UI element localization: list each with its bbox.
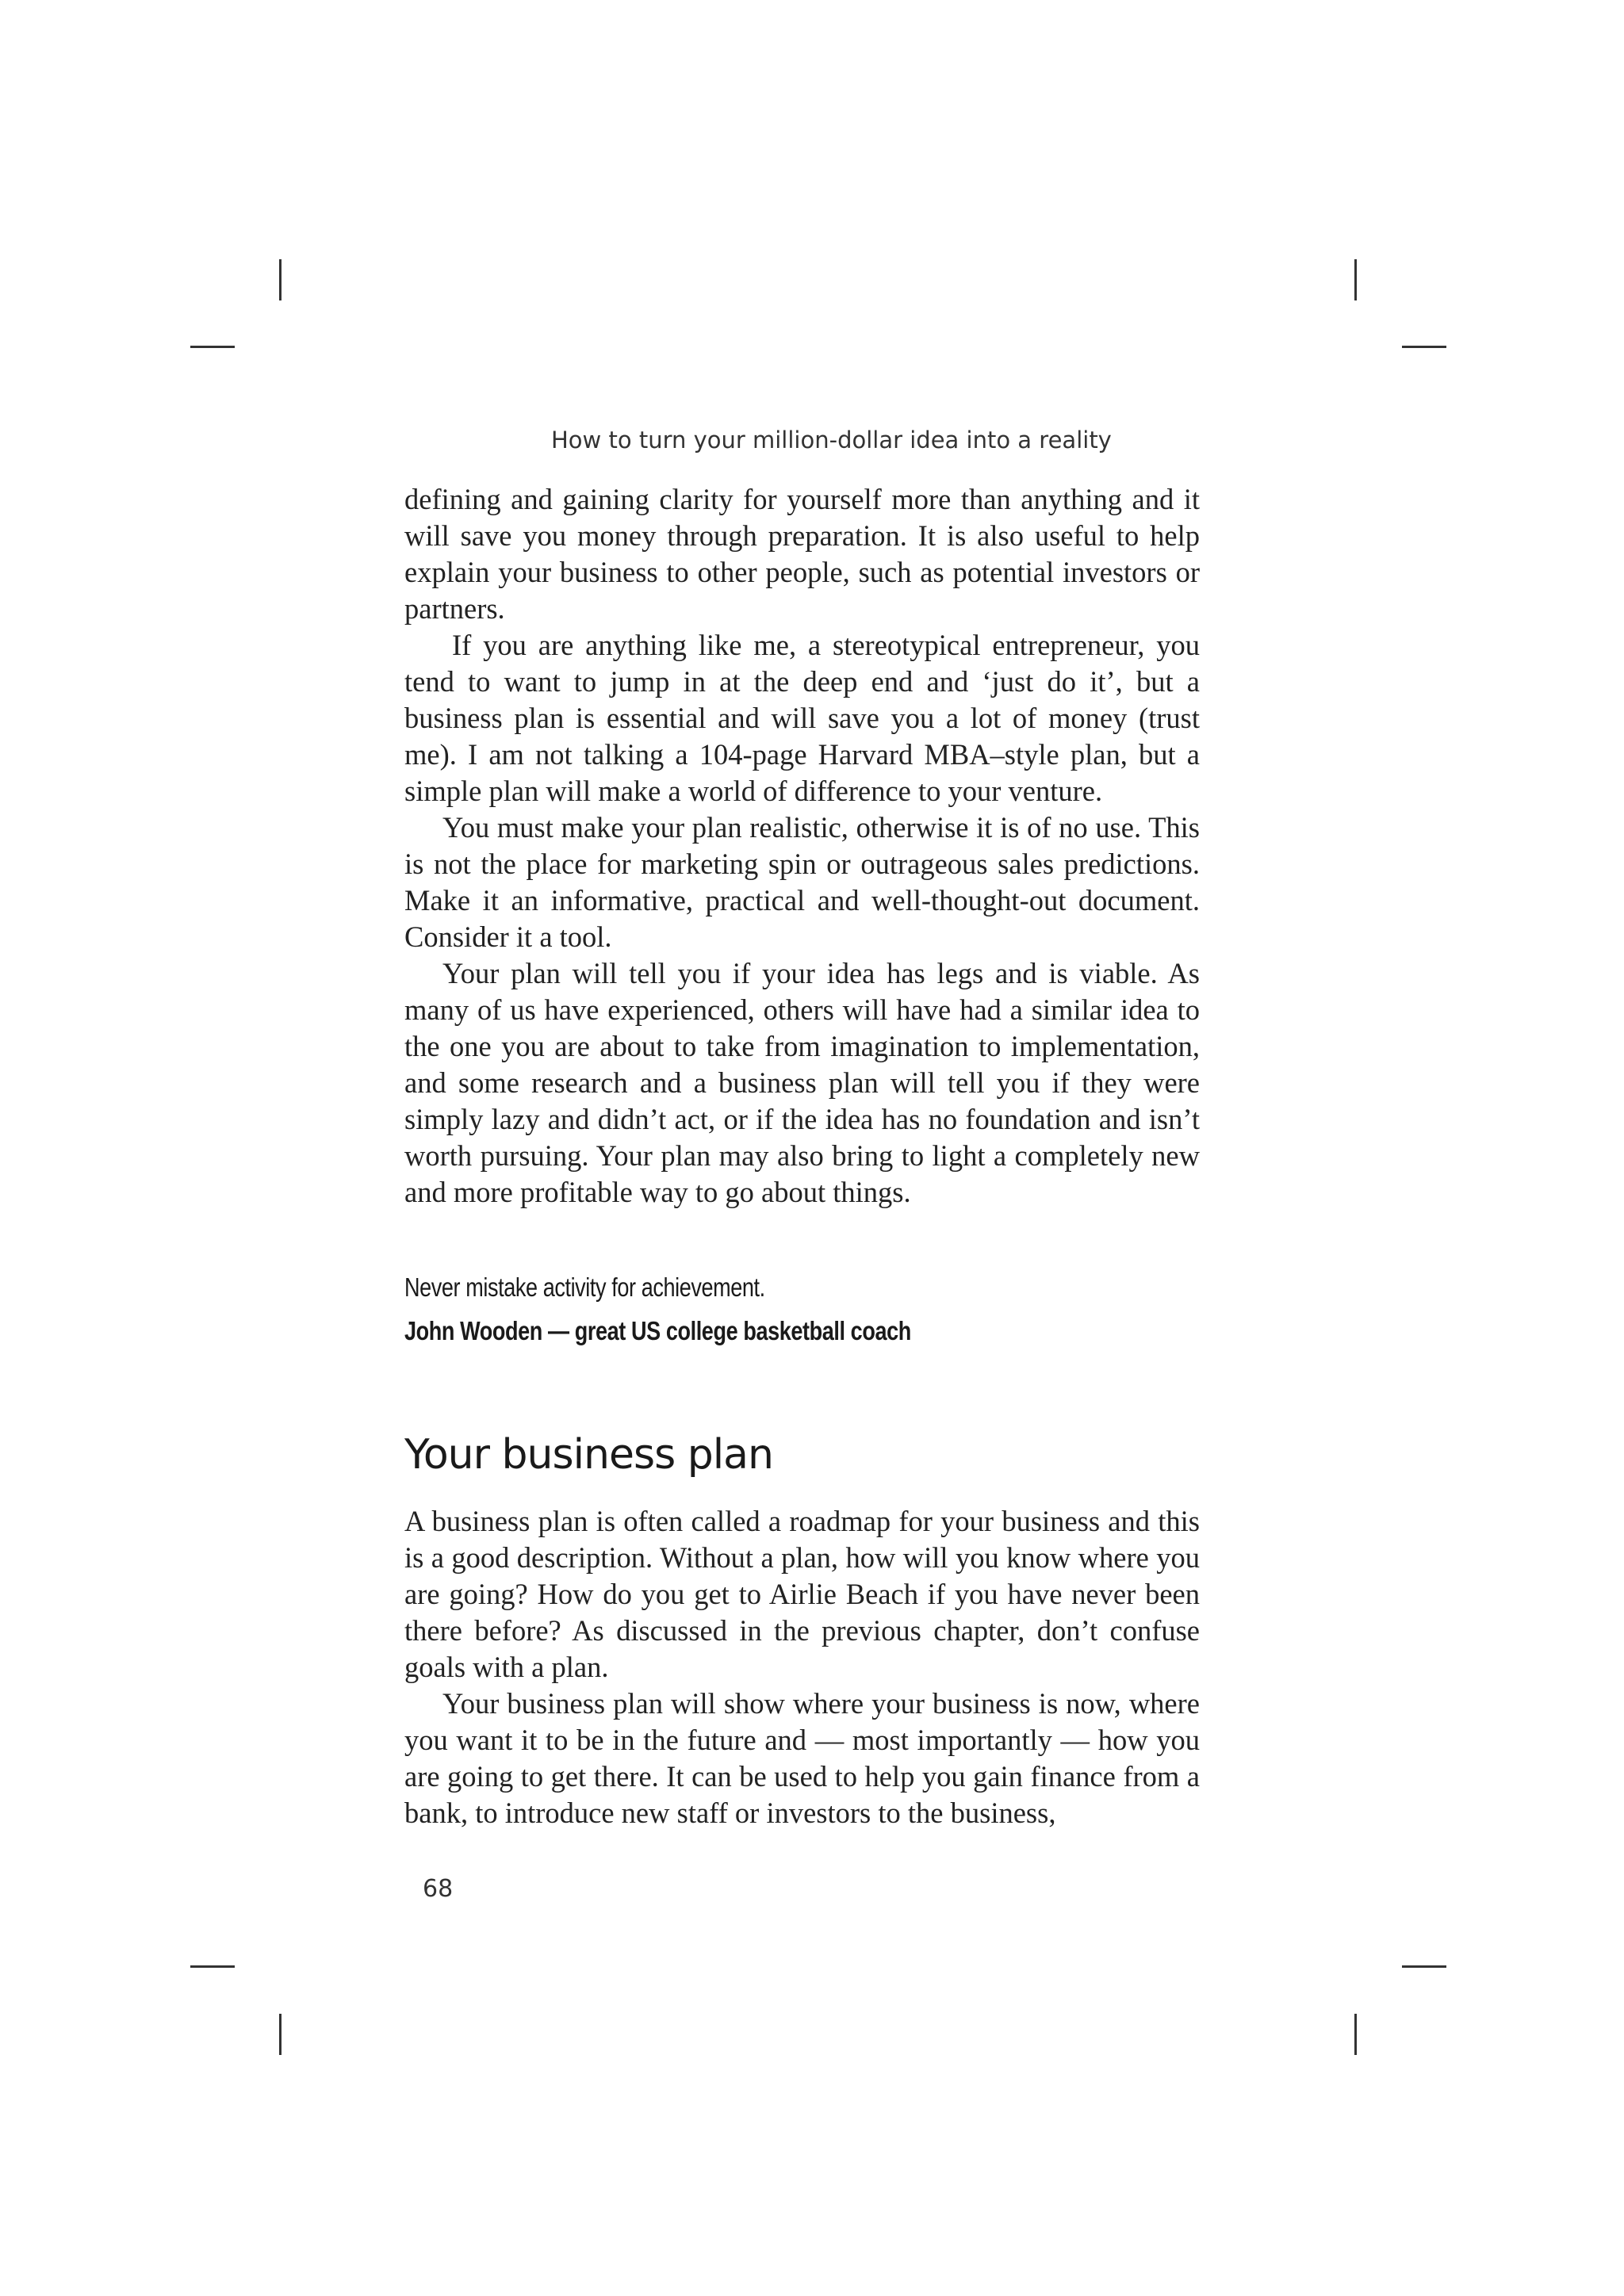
running-head: How to turn your million-dollar idea into a reality [551,427,1112,453]
paragraph: A business plan is often called a roadmap for your business and this is a good description. Without a plan, how will you know where you are going? How do you get to Airlie Beach if you have never been there before? As discussed in the previous chapter, don’t confuse goals with a plan. [404,1505,1200,1683]
section-heading: Your business plan [404,1431,773,1479]
paragraph: You must make your plan realistic, otherwise it is of no use. This is not the place for marketing spin or outrageous sales predictions. Make it an informative, practical and well-thought-out document. Consider it a tool. [404,811,1200,953]
quote-text: Never mistake activity for achievement. [404,1272,765,1302]
crop-mark-top-left-horizontal [190,346,235,348]
crop-mark-bottom-left-horizontal [190,1965,235,1968]
crop-mark-top-right-vertical [1354,259,1357,300]
paragraph: Your business plan will show where your business is now, where you want it to be in the future and — most importantly — how you are going to get there. It can be used to help you gain finance from a bank, to introduce new staff or investors to the business, [404,1687,1200,1829]
paragraph: If you are anything like me, a stereotypical entrepreneur, you tend to want to jump in at the deep end and ‘just do it’, but a business plan is essential and will save you a lot of money (trust me). I am not talking a 104-page Harvard MBA–style plan, but a simple plan will make a world of difference to your venture. [404,629,1200,807]
crop-mark-bottom-right-horizontal [1402,1965,1446,1968]
crop-mark-top-right-horizontal [1402,346,1446,348]
paragraph: Your plan will tell you if your idea has legs and is viable. As many of us have experienced, others will have had a similar idea to the one you are about to take from imagination to implementation, and some research and a business plan will tell you if they were simply lazy and didn’t act, or if the idea has no foundation and isn’t worth pursuing. Your plan may also bring to light a completely new and more profitable way to go about things. [404,957,1200,1208]
page-number: 68 [423,1875,454,1903]
body-text-top [404,481,1200,1211]
paragraph: defining and gaining clarity for yourself more than anything and it will save you money through preparation. It is also useful to help explain your business to other people, such as potential investors or partners. [404,483,1200,625]
crop-mark-bottom-right-vertical [1354,2014,1357,2055]
crop-mark-bottom-left-vertical [279,2014,282,2055]
quote-author: John Wooden — great US college basketball coach [404,1316,911,1345]
body-text-bottom [404,1503,1200,1831]
crop-mark-top-left-vertical [279,259,282,300]
